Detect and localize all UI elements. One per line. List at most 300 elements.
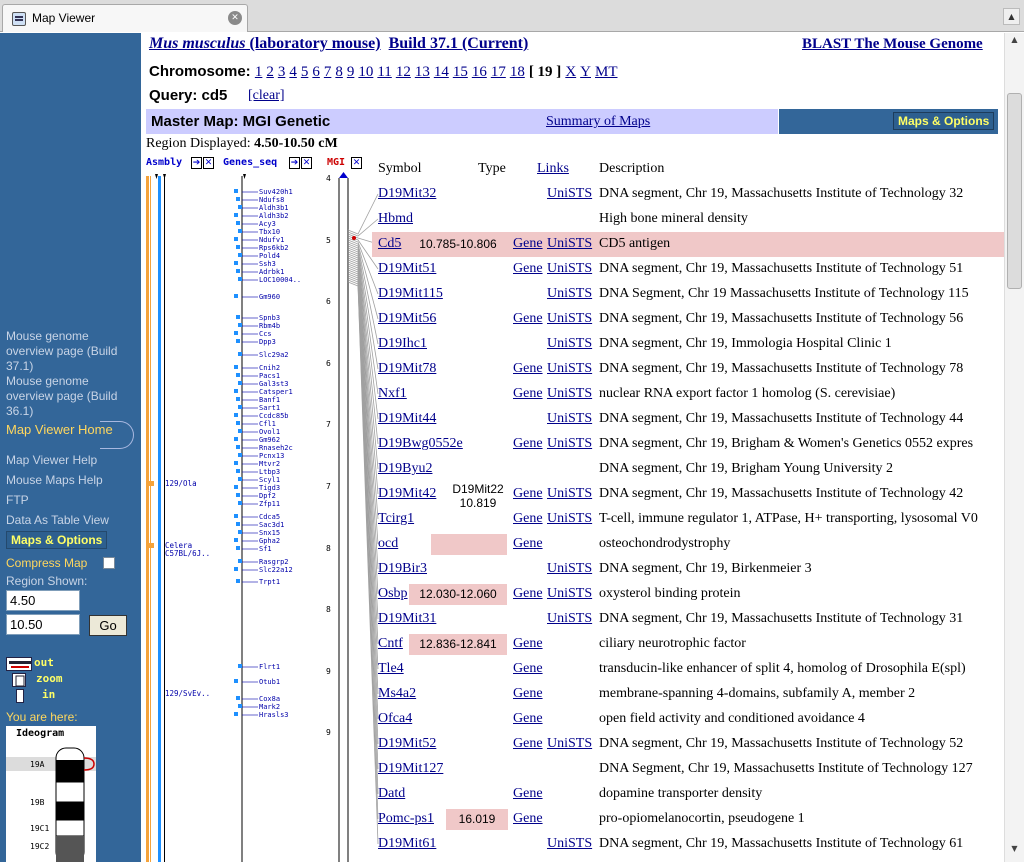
gene-mark <box>234 213 238 217</box>
genes-seq-symbol[interactable]: Suv420h1 <box>259 188 293 196</box>
description-text: DNA segment, Chr 19, Massachusetts Institute of Technology 51 <box>599 261 964 276</box>
unists-link[interactable]: UniSTS <box>547 286 593 301</box>
genes-seq-symbol[interactable]: Ssh3 <box>259 260 276 268</box>
description-text: membrane-spanning 4-domains, subfamily A, member 2 <box>599 686 916 701</box>
table-row <box>372 457 1004 482</box>
genes-seq-symbol[interactable]: Slc29a2 <box>259 351 289 359</box>
chromosome-link-8[interactable]: 8 <box>335 64 343 80</box>
master-map-bar <box>146 109 778 134</box>
unists-link[interactable]: UniSTS <box>547 336 593 351</box>
gene-mark <box>236 421 240 425</box>
mgi-tick-label: 5 <box>326 235 331 245</box>
compress-map-checkbox[interactable] <box>103 557 115 569</box>
chromosome-link-X[interactable]: X <box>565 64 577 80</box>
genes-seq-symbol[interactable]: Gpha2 <box>259 537 281 545</box>
scroll-thumb[interactable] <box>1007 93 1022 289</box>
gene-mark <box>234 237 238 241</box>
gene-link[interactable]: Gene <box>513 361 543 376</box>
ftp-link[interactable]: FTP <box>6 493 29 507</box>
unists-link[interactable]: UniSTS <box>547 236 593 251</box>
description-text: DNA segment, Chr 19, Immologia Hospital Clinic 1 <box>599 336 892 351</box>
chromosome-link-5[interactable]: 5 <box>300 64 309 80</box>
genes-seq-symbol[interactable]: Rps6kb2 <box>259 244 289 252</box>
maps-options-button[interactable]: Maps & Options <box>893 112 994 130</box>
unists-link[interactable]: UniSTS <box>547 186 593 201</box>
ideogram-title: Ideogram <box>16 728 65 739</box>
position-badge: 16.019 <box>446 809 508 830</box>
browser-tab[interactable] <box>2 4 248 32</box>
gene-mark <box>236 579 240 583</box>
gene-mark <box>236 696 240 700</box>
master-map-title: Master Map: MGI Genetic <box>151 113 331 130</box>
gene-link[interactable]: Gene <box>513 386 543 401</box>
description-text: DNA segment, Chr 19, Brigham Young University 2 <box>599 461 893 476</box>
gene-mark <box>236 339 240 343</box>
table-row <box>372 307 1004 332</box>
symbol-link[interactable]: D19Mit52 <box>378 736 437 751</box>
genes-seq-symbol[interactable]: Gal3st3 <box>259 380 289 388</box>
gene-mark <box>238 405 242 409</box>
genes-seq-symbol[interactable]: Sf1 <box>259 545 272 553</box>
gene-mark <box>236 493 240 497</box>
symbol-link[interactable]: D19Mit44 <box>378 411 437 426</box>
unists-link[interactable]: UniSTS <box>547 411 593 426</box>
ideogram[interactable] <box>6 726 96 862</box>
symbol-link[interactable]: D19Mit32 <box>378 186 437 201</box>
description-text: T-cell, immune regulator 1, ATPase, H+ transporting, lysosomal V0 <box>599 511 978 526</box>
symbol-link[interactable]: D19Mit42 <box>378 486 437 501</box>
gene-link[interactable]: Gene <box>513 436 543 451</box>
description-text: DNA segment, Chr 19, Massachusetts Institute of Technology 61 <box>599 836 964 851</box>
unists-link[interactable]: UniSTS <box>547 436 593 451</box>
gene-mark <box>234 294 238 298</box>
asm-label-c57bl[interactable]: C57BL/6J.. <box>165 549 211 558</box>
description-text: transducin-like enhancer of split 4, homolog of Drosophila E(spl) <box>599 661 966 676</box>
unists-link[interactable]: UniSTS <box>547 311 593 326</box>
chromosome-label: Chromosome: <box>149 63 251 80</box>
gene-mark <box>238 323 242 327</box>
tab-title: Map Viewer <box>32 11 96 25</box>
genes-seq-symbol[interactable]: Cdca5 <box>259 513 281 521</box>
description-col-header: Description <box>599 161 665 176</box>
description-text: nuclear RNA export factor 1 homolog (S. cerevisiae) <box>599 386 896 401</box>
genes-seq-symbol[interactable]: Catsper1 <box>259 388 293 396</box>
symbol-link[interactable]: D19Ihc1 <box>378 336 427 351</box>
chromosome-link-7[interactable]: 7 <box>323 64 332 80</box>
gene-mark <box>234 437 238 441</box>
chromosome-link-Y[interactable]: Y <box>580 64 591 80</box>
genes-seq-symbol[interactable]: Dpp3 <box>259 338 276 346</box>
summary-of-maps-link[interactable]: Summary of Maps <box>546 114 651 129</box>
position-line: D19Mit22 <box>452 482 504 496</box>
genes-seq-symbol[interactable]: Snx15 <box>259 529 281 537</box>
table-row <box>372 757 1004 782</box>
unists-link[interactable]: UniSTS <box>547 836 593 851</box>
gene-mark <box>234 389 238 393</box>
scroll-down-icon[interactable]: ▼ <box>1011 844 1018 853</box>
genes-seq-symbol[interactable]: Banf1 <box>259 396 281 404</box>
region-label: Region Displayed: <box>146 136 251 151</box>
gene-mark <box>236 397 240 401</box>
gene-link[interactable]: Gene <box>513 786 543 801</box>
chromosome-link-12[interactable]: 12 <box>395 64 411 80</box>
chromosome-link-19: [ 19 ] <box>528 64 562 80</box>
description-text: oxysterol binding protein <box>599 586 741 601</box>
gene-mark <box>238 559 242 563</box>
build-link[interactable]: Build 37.1 (Current) <box>388 35 529 52</box>
symbol-link[interactable]: D19Mit51 <box>378 261 437 276</box>
page-icon <box>12 12 26 26</box>
genes-seq-symbol[interactable]: Cnih2 <box>259 364 281 372</box>
region-from-input[interactable] <box>6 590 80 611</box>
genes-seq-symbol[interactable]: Hrasls3 <box>259 711 289 719</box>
genes-seq-symbol[interactable]: Rnaseh2c <box>259 444 293 452</box>
table-row <box>372 807 1004 832</box>
mgi-tick-label: 6 <box>326 358 331 368</box>
table-row <box>372 707 1004 732</box>
region-displayed <box>146 136 338 152</box>
query-marker-dot <box>352 236 356 240</box>
table-row <box>372 557 1004 582</box>
gene-mark <box>236 445 240 449</box>
gene-mark <box>238 453 242 457</box>
chromosome-link-9[interactable]: 9 <box>346 64 355 80</box>
symbol-link[interactable]: Tle4 <box>378 661 404 676</box>
genes-seq-symbol[interactable]: Spnb3 <box>259 314 281 322</box>
gene-mark <box>236 522 240 526</box>
table-row <box>372 232 1004 257</box>
gene-link[interactable]: Gene <box>513 586 543 601</box>
table-row <box>372 182 1004 207</box>
position-badge: 12.836-12.841 <box>409 634 507 655</box>
data-table-view-link[interactable]: Data As Table View <box>6 513 109 527</box>
genes-seq-close-icon[interactable]: ✕ <box>302 158 311 168</box>
genes-seq-symbol[interactable]: Cox8a <box>259 695 281 703</box>
gene-mark <box>236 546 240 550</box>
chromosome-link-10[interactable]: 10 <box>358 64 374 80</box>
gene-mark <box>234 514 238 518</box>
asm-label-celera[interactable]: Celera <box>165 541 193 550</box>
symbol-link[interactable]: D19Mit127 <box>378 761 444 776</box>
gene-mark <box>236 469 240 473</box>
gene-mark <box>238 253 242 257</box>
gene-mark <box>238 664 242 668</box>
symbol-link[interactable]: D19Bwg0552e <box>378 436 463 451</box>
position-badge: 12.030-12.060 <box>409 584 507 605</box>
compress-map-label: Compress Map <box>6 556 88 570</box>
gene-link[interactable]: Gene <box>513 711 543 726</box>
genes-seq-symbol[interactable]: Mark2 <box>259 703 281 711</box>
asmbly-move-icon[interactable]: ➔ <box>192 158 201 168</box>
description-text: DNA segment, Chr 19, Massachusetts Institute of Technology 44 <box>599 411 964 426</box>
table-row <box>372 482 1004 510</box>
gene-mark <box>234 261 238 265</box>
blast-link[interactable]: BLAST The Mouse Genome <box>802 36 983 52</box>
genes-seq-track-header[interactable]: Genes_seq <box>223 157 278 168</box>
symbol-link[interactable]: Cd5 <box>378 236 402 251</box>
symbol-link[interactable]: D19Mit31 <box>378 611 437 626</box>
zoom-in-label[interactable]: in <box>42 688 56 701</box>
description-text: DNA segment, Chr 19, Massachusetts Institute of Technology 32 <box>599 186 964 201</box>
chromosome-link-3[interactable]: 3 <box>277 64 286 80</box>
gene-mark <box>236 245 240 249</box>
region-to-input[interactable] <box>6 614 80 635</box>
gene-mark <box>234 679 238 683</box>
description-text: DNA segment, Chr 19, Massachusetts Institute of Technology 78 <box>599 361 964 376</box>
genes-seq-symbol[interactable]: LOC10004.. <box>259 276 302 284</box>
genes-seq-symbol[interactable]: Sac3d1 <box>259 521 285 529</box>
symbol-link[interactable]: Nxf1 <box>378 386 407 401</box>
symbol-link[interactable]: D19Mit56 <box>378 311 437 326</box>
position-line: 10.819 <box>459 496 497 510</box>
gene-mark <box>234 365 238 369</box>
unists-link[interactable]: UniSTS <box>547 736 593 751</box>
genes-seq-move-icon[interactable]: ➔ <box>290 158 299 168</box>
gene-mark <box>234 712 238 716</box>
gene-mark <box>236 221 240 225</box>
genes-seq-symbol[interactable]: Aldh3b2 <box>259 212 289 220</box>
gene-link[interactable]: Gene <box>513 236 543 251</box>
go-button[interactable]: Go <box>89 615 127 636</box>
gene-link[interactable]: Gene <box>513 661 543 676</box>
chromosome-nav <box>149 63 622 81</box>
gene-mark <box>234 461 238 465</box>
gene-link[interactable]: Gene <box>513 636 543 651</box>
table-row <box>372 582 1004 607</box>
chromosome-link-15[interactable]: 15 <box>452 64 468 80</box>
genes-seq-symbol[interactable]: Otub1 <box>259 678 281 686</box>
table-row <box>372 682 1004 707</box>
asm-label-129-svev[interactable]: 129/SvEv.. <box>165 689 211 698</box>
table-row <box>372 732 1004 757</box>
genes-seq-symbol[interactable]: Ovol1 <box>259 428 281 436</box>
scroll-up-icon[interactable]: ▲ <box>1011 35 1018 44</box>
table-row <box>372 632 1004 657</box>
gene-mark <box>234 413 238 417</box>
gene-mark <box>238 530 242 534</box>
band-19B-label: 19B <box>30 798 45 807</box>
gene-mark <box>238 381 242 385</box>
genes-seq-symbol[interactable]: Scyl1 <box>259 476 281 484</box>
genes-seq-symbol[interactable]: Dpf2 <box>259 492 276 500</box>
description-text: osteochondrodystrophy <box>599 536 731 551</box>
genes-seq-symbol[interactable]: Tbx10 <box>259 228 281 236</box>
zoom-out-icon <box>6 657 32 671</box>
species-link[interactable]: Mus musculus (laboratory mouse) <box>149 35 381 52</box>
map-viewer-home-link[interactable]: Map Viewer Home <box>6 422 113 437</box>
chromosome-link-MT[interactable]: MT <box>595 64 618 80</box>
genes-seq-symbol[interactable]: Ltbp3 <box>259 468 281 476</box>
unists-link[interactable]: UniSTS <box>547 486 593 501</box>
genes-seq-symbol[interactable]: Pold4 <box>259 252 281 260</box>
gene-link[interactable]: Gene <box>513 536 543 551</box>
gene-mark <box>234 538 238 542</box>
gene-mark <box>238 429 242 433</box>
gene-mark <box>234 331 238 335</box>
genes-seq-symbol[interactable]: Ndufv1 <box>259 236 285 244</box>
mgi-tick-label: 6 <box>326 297 331 307</box>
gene-mark <box>238 501 242 505</box>
genes-seq-symbol[interactable]: Rbm4b <box>259 322 281 330</box>
sidebar <box>0 33 141 862</box>
table-row <box>372 832 1004 857</box>
mgi-track-header[interactable]: MGI <box>327 157 346 168</box>
gene-mark <box>238 277 242 281</box>
genes-seq-symbol[interactable]: Zfp11 <box>259 500 281 508</box>
description-text: ciliary neurotrophic factor <box>599 636 746 651</box>
genes-seq-symbol[interactable]: Ccs <box>259 330 272 338</box>
genes-seq-symbol[interactable]: Flrt1 <box>259 663 281 671</box>
table-row <box>372 432 1004 457</box>
symbol-link[interactable]: Ofca4 <box>378 711 413 726</box>
position-label <box>445 482 511 510</box>
overview-build-36-link[interactable]: Mouse genome overview page (Build 36.1) <box>6 374 118 418</box>
genes-seq-symbol[interactable]: Cfl1 <box>259 420 276 428</box>
gene-link[interactable]: Gene <box>513 686 543 701</box>
gene-link[interactable]: Gene <box>513 511 543 526</box>
gene-link[interactable]: Gene <box>513 311 543 326</box>
genes-seq-symbol[interactable]: Rasgrp2 <box>259 558 289 566</box>
genes-seq-symbol[interactable]: Slc22a12 <box>259 566 293 574</box>
unists-link[interactable]: UniSTS <box>547 511 593 526</box>
asmbly-track-header[interactable]: Asmbly <box>146 157 183 168</box>
description-text: open field activity and conditioned avoidance 4 <box>599 711 865 726</box>
chromosome-link-6[interactable]: 6 <box>312 64 320 80</box>
description-text: DNA segment, Chr 19, Brigham & Women's Genetics 0552 expres <box>599 436 974 451</box>
symbol-link[interactable]: Ms4a2 <box>378 686 417 701</box>
genes-seq-symbol[interactable]: Sart1 <box>259 404 281 412</box>
clear-query-link[interactable]: [clear] <box>248 88 285 103</box>
asmbly-close-icon[interactable]: ✕ <box>204 158 213 168</box>
chromosome-link-16[interactable]: 16 <box>471 64 487 80</box>
genes-seq-symbol[interactable]: Ndufs8 <box>259 196 285 204</box>
assembly-mark <box>146 481 154 486</box>
mouse-maps-help-link[interactable]: Mouse Maps Help <box>6 473 103 487</box>
asm-label-129-ola[interactable]: 129/Ola <box>165 479 197 488</box>
browser-tab-bar <box>0 0 1024 32</box>
symbol-link[interactable]: Tcirg1 <box>378 511 415 526</box>
symbol-link[interactable]: D19Byu2 <box>378 461 433 476</box>
mgi-close-icon[interactable]: ✕ <box>352 158 361 168</box>
home-arc-decoration <box>100 421 134 449</box>
band-19C1-label: 19C1 <box>30 824 50 833</box>
main-content <box>141 33 1004 862</box>
unists-link[interactable]: UniSTS <box>547 561 593 576</box>
gene-link[interactable]: Gene <box>513 486 543 501</box>
gene-mark <box>236 315 240 319</box>
symbol-link[interactable]: D19Mit115 <box>378 286 443 301</box>
page-title <box>149 35 528 53</box>
symbol-link[interactable]: D19Mit61 <box>378 836 437 851</box>
unists-link[interactable]: UniSTS <box>547 611 593 626</box>
gene-link[interactable]: Gene <box>513 736 543 751</box>
symbol-col-header: Symbol <box>378 161 422 176</box>
genes-seq-symbol[interactable]: Aldh3b1 <box>259 204 289 212</box>
table-row <box>372 207 1004 232</box>
table-row <box>372 607 1004 632</box>
mgi-tick-label: 8 <box>326 605 331 615</box>
table-row <box>372 782 1004 807</box>
genes-seq-symbol[interactable]: Gm962 <box>259 436 281 444</box>
chromosome-link-18[interactable]: 18 <box>509 64 525 80</box>
unists-link[interactable]: UniSTS <box>547 361 593 376</box>
symbol-link[interactable]: ocd <box>378 536 399 551</box>
table-row <box>372 507 1004 532</box>
zoom-out-label[interactable]: out <box>34 656 54 669</box>
overview-build-37-link[interactable]: Mouse genome overview page (Build 37.1) <box>6 329 118 373</box>
unists-link[interactable]: UniSTS <box>547 586 593 601</box>
genes-seq-symbol[interactable]: Gm960 <box>259 293 281 301</box>
gene-mark <box>238 352 242 356</box>
tab-scroll-up-icon[interactable]: ▲ <box>1003 8 1020 25</box>
gene-marks <box>146 189 258 716</box>
symbol-link[interactable]: Pomc-ps1 <box>378 811 434 826</box>
unists-link[interactable]: UniSTS <box>547 386 593 401</box>
chromosome-link-14[interactable]: 14 <box>433 64 449 80</box>
map-viewer-help-link[interactable]: Map Viewer Help <box>6 453 98 467</box>
description-text: High bone mineral density <box>599 211 748 226</box>
symbol-link[interactable]: Cntf <box>378 636 403 651</box>
chromosome-link-2[interactable]: 2 <box>266 64 274 80</box>
vertical-scrollbar[interactable] <box>1004 33 1024 862</box>
gene-mark <box>234 485 238 489</box>
maps-options-button[interactable]: Maps & Options <box>6 531 107 549</box>
genes-seq-symbol[interactable]: Adrbk1 <box>259 268 285 276</box>
symbol-link[interactable]: D19Mit78 <box>378 361 437 376</box>
zoom-widget <box>6 657 64 705</box>
symbol-link[interactable]: Osbp <box>378 586 408 601</box>
gene-link[interactable]: Gene <box>513 261 543 276</box>
mgi-tick-label: 9 <box>326 666 331 676</box>
mgi-tick-label: 7 <box>326 420 331 430</box>
genes-seq-symbol[interactable]: Trpt1 <box>259 578 281 586</box>
gene-mark <box>238 704 242 708</box>
table-row <box>372 357 1004 382</box>
mgi-tick-label: 7 <box>326 482 331 491</box>
chromosome-link-1[interactable]: 1 <box>254 64 263 80</box>
unists-link[interactable]: UniSTS <box>547 261 593 276</box>
genes-seq-symbol[interactable]: Pcnx13 <box>259 452 285 460</box>
table-row <box>372 382 1004 407</box>
gene-mark <box>238 229 242 233</box>
symbol-link[interactable]: Hbmd <box>378 211 413 226</box>
band-19C2-label: 19C2 <box>30 842 50 851</box>
chromosome-link-4[interactable]: 4 <box>289 64 297 80</box>
chromosome-link-11[interactable]: 11 <box>377 64 392 80</box>
genes-seq-symbol[interactable]: Tigd3 <box>259 484 281 492</box>
table-header <box>378 157 1004 180</box>
chromosome-link-17[interactable]: 17 <box>490 64 506 80</box>
chromosome-link-13[interactable]: 13 <box>414 64 430 80</box>
symbol-link[interactable]: Datd <box>378 786 406 801</box>
gene-link[interactable]: Gene <box>513 811 543 826</box>
genes-seq-symbol[interactable]: Acy3 <box>259 220 276 228</box>
table-row <box>372 332 1004 357</box>
genes-seq-symbol[interactable]: Mtvr2 <box>259 460 281 468</box>
type-col-header: Type <box>478 161 506 176</box>
genes-seq-symbol[interactable]: Ccdc85b <box>259 412 289 420</box>
description-text: DNA Segment, Chr 19 Massachusetts Institute of Technology 115 <box>599 286 969 301</box>
genes-seq-symbol[interactable]: Pacs1 <box>259 372 281 380</box>
gene-mark <box>236 197 240 201</box>
close-tab-icon[interactable]: ✕ <box>228 11 242 25</box>
description-text: DNA Segment, Chr 19, Massachusetts Institute of Technology 127 <box>599 761 973 776</box>
symbol-link[interactable]: D19Bir3 <box>378 561 427 576</box>
zoom-level-icon <box>12 673 26 687</box>
query-label: Query: cd5 <box>149 87 228 104</box>
gene-mark <box>234 567 238 571</box>
position-badge <box>431 534 507 555</box>
